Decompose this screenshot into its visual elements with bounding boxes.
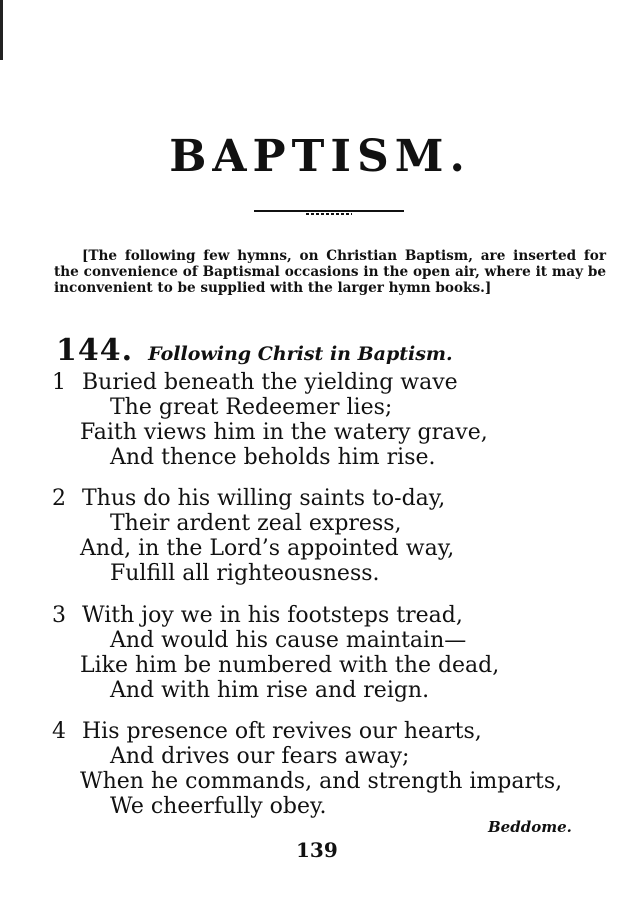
page-number: 139: [296, 838, 338, 862]
verse-line: We cheerfully obey.: [110, 794, 327, 819]
binding-edge: [0, 0, 3, 60]
stanza-number: 1: [52, 370, 66, 395]
verse-line: And with him rise and reign.: [110, 678, 430, 703]
verse-line: Like him be numbered with the dead,: [80, 653, 500, 678]
verse-line: When he commands, and strength imparts,: [80, 769, 563, 794]
verse-line: The great Redeemer lies;: [110, 395, 393, 420]
intro-note: [The following few hymns, on Christian Baptism, are inserted for the convenience of Baptismal occasions in the open air, where it may be inconvenient to be supplied with the larger hymn books.]: [54, 248, 606, 296]
stanza-number: 4: [52, 719, 66, 744]
title-ornament-rule: [254, 206, 404, 218]
verse-line: And, in the Lord’s appointed way,: [80, 536, 455, 561]
page-title: BAPTISM.: [169, 131, 471, 182]
verse-line: And would his cause maintain—: [110, 628, 467, 653]
verse-line: Buried beneath the yielding wave: [82, 370, 458, 395]
stanza-number: 2: [52, 486, 66, 511]
hymn-heading: [56, 334, 616, 372]
verse-line: And drives our fears away;: [110, 744, 410, 769]
verse-line: Fulfill all righteousness.: [110, 561, 380, 586]
hymn-number: 144.: [56, 333, 134, 368]
verse-line: Faith views him in the watery grave,: [80, 420, 488, 445]
hymn-topic: Following Christ in Baptism.: [148, 343, 453, 365]
stanza-number: 3: [52, 603, 66, 628]
verse-line: His presence oft revives our hearts,: [82, 719, 482, 744]
verse-line: Thus do his willing saints to-day,: [82, 486, 446, 511]
verse-line: Their ardent zeal express,: [110, 511, 402, 536]
verse-line: And thence beholds him rise.: [110, 445, 436, 470]
hymn-author: Beddome.: [488, 818, 572, 836]
verse-line: With joy we in his footsteps tread,: [82, 603, 463, 628]
